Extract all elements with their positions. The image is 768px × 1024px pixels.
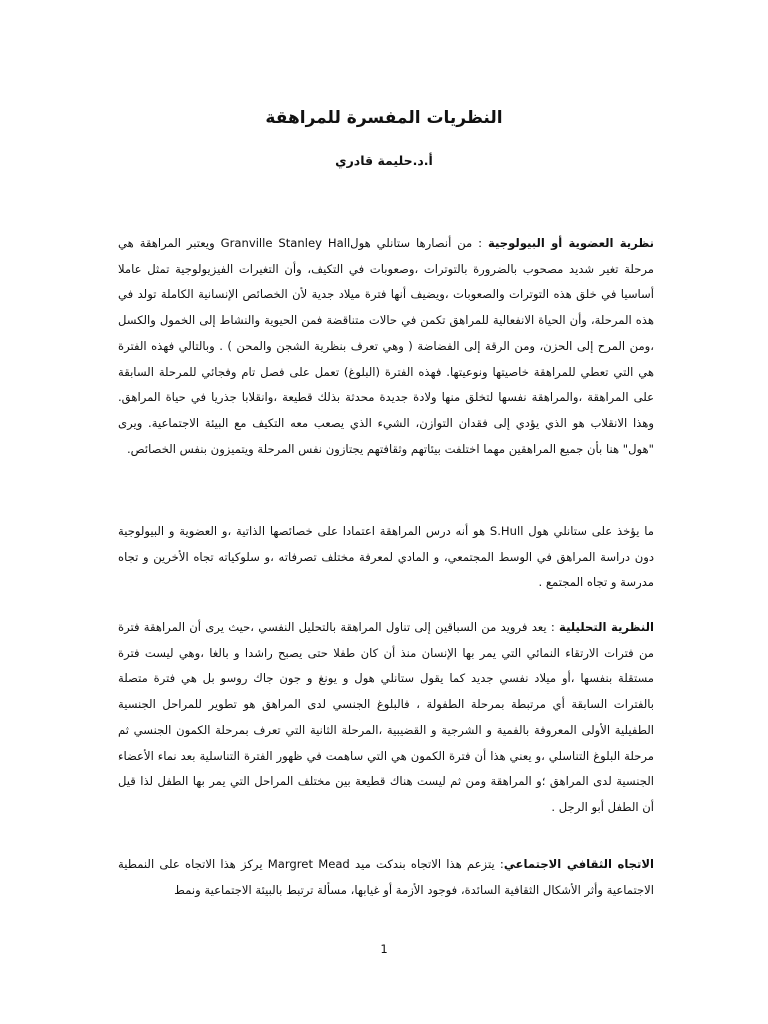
paragraph-heading: نظرية العضوية أو البيولوجية	[488, 236, 654, 250]
paragraph-text: : من أنصارها ستانلي هول	[350, 236, 488, 250]
paragraph-text: هو أنه درس المراهقة اعتمادا على خصائصها الذاتية ،و العضوية و البيولوجية دون دراسة المراهق في الوسط المجتمعي، و المادي لمعرفة مختلف تصرفاته ،و سلوكياته تجاه الأخرين و تجاه مدرسة و تجاه المجتمع .	[118, 524, 654, 590]
latin-name: S.Hull	[489, 524, 524, 538]
paragraph-sociocultural-approach	[118, 852, 654, 903]
paragraph-text: يركز هذا الاتجاه على النمطية الاجتماعية وأثر الأشكال الثقافية السائدة، فوجود الأزمة أو غيابها، مسألة ترتبط بالبيئة الاجتماعية ونمط	[118, 857, 654, 897]
paragraph-organic-theory	[118, 231, 654, 462]
document-author: أ.د.حليمة قادري	[335, 153, 433, 168]
paragraph-psychoanalytic-theory	[118, 615, 654, 821]
paragraph-text: : يعد فرويد من السباقين إلى تناول المراهقة بالتحليل النفسي ،حيث يرى أن المراهقة فترة من فترات الارتقاء النمائي التي يمر بها الإنسان منذ أن كان طفلا حتى يصبح راشدا و بالغا ،وهي ليست فترة مستقلة بنفسها ،أو ميلاد نفسي جديد كما يقول ستانلي هول و يونغ و جون جاك روسو بل هي فترة متصلة بالفترات السابقة أي مرتبطة بمرحلة الطفولة ، فالبلوغ الجنسي لدى المراهق هو تطوير للمراحل الجنسية الطفيلية الأولى المعروفة بالفمية و الشرجية و القضيبية ،المرحلة الثانية التي تعرف بمرحلة الكمون الجنسي ثم مرحلة البلوغ التناسلي ،و يعني هذا أن فترة الكمون هي التي ساهمت في ظهور الفترة التناسلية بعد نماء الأعضاء الجنسية لدى المراهق ؛و المراهقة ومن ثم ليست هناك قطيعة بين مختلف المراحل التي يمر بها الطفل لذا قيل أن الطفل أبو الرجل .	[118, 620, 654, 814]
page-number: 1	[380, 942, 388, 956]
document-title: النظريات المفسرة للمراهقة	[265, 108, 503, 128]
paragraph-heading: النظرية التحليلية	[559, 620, 654, 634]
paragraph-text: : يتزعم هذا الاتجاه بندكت ميد	[349, 857, 504, 871]
paragraph-heading: الاتجاه الثقافي الاجتماعي	[503, 857, 654, 871]
paragraph-text: ما يؤخذ على ستانلي هول	[523, 524, 654, 538]
latin-name: Margret Mead	[267, 857, 350, 871]
paragraph-text: ويعتبر المراهقة هي مرحلة تغير شديد مصحوب بالضرورة بالتوترات ،وصعوبات في التكيف، وأن التغيرات الفيزيولوجية تمثل عاملا أساسيا في خلق هذه التوترات والصعوبات ،ويضيف أنها فترة ميلاد جدية لأن الخصائص الإنسانية الكاملة تولد في هذه المرحلة، وأن الحياة الانفعالية للمراهق تكمن في حالات متناقضة فمن الحيوية والنشاط إلى الخمول والكسل ،ومن المرح إلى الحزن، ومن الرقة إلى الفضاضة ( وهي تعرف بنظرية الشجن والمحن ) . وبالتالي فهذه الفترة هي التي تعطي للمراهقة خاصيتها ونوعيتها. فهذه الفترة (البلوغ) تعمل على فصل تام وفجائي للمرحلة السابقة على المراهقة ،والمراهقة نفسها لتخلق منها ولادة جديدة محدثة بذلك قطيعة ،وانقلابا جذريا في حياة المراهق. وهذا الانقلاب هو الذي يؤدي إلى فقدان التوازن، الشيء الذي يصعب معه التكيف مع البيئة الاجتماعية. ويرى "هول" هنا بأن جميع المراهقين مهما اختلفت بيئاتهم وثقافتهم يجتازون نفس المرحلة ويتميزون بنفس الخصائص.	[118, 236, 654, 456]
latin-name: Granville Stanley Hall	[220, 236, 351, 250]
paragraph-critique-hall	[118, 519, 654, 596]
